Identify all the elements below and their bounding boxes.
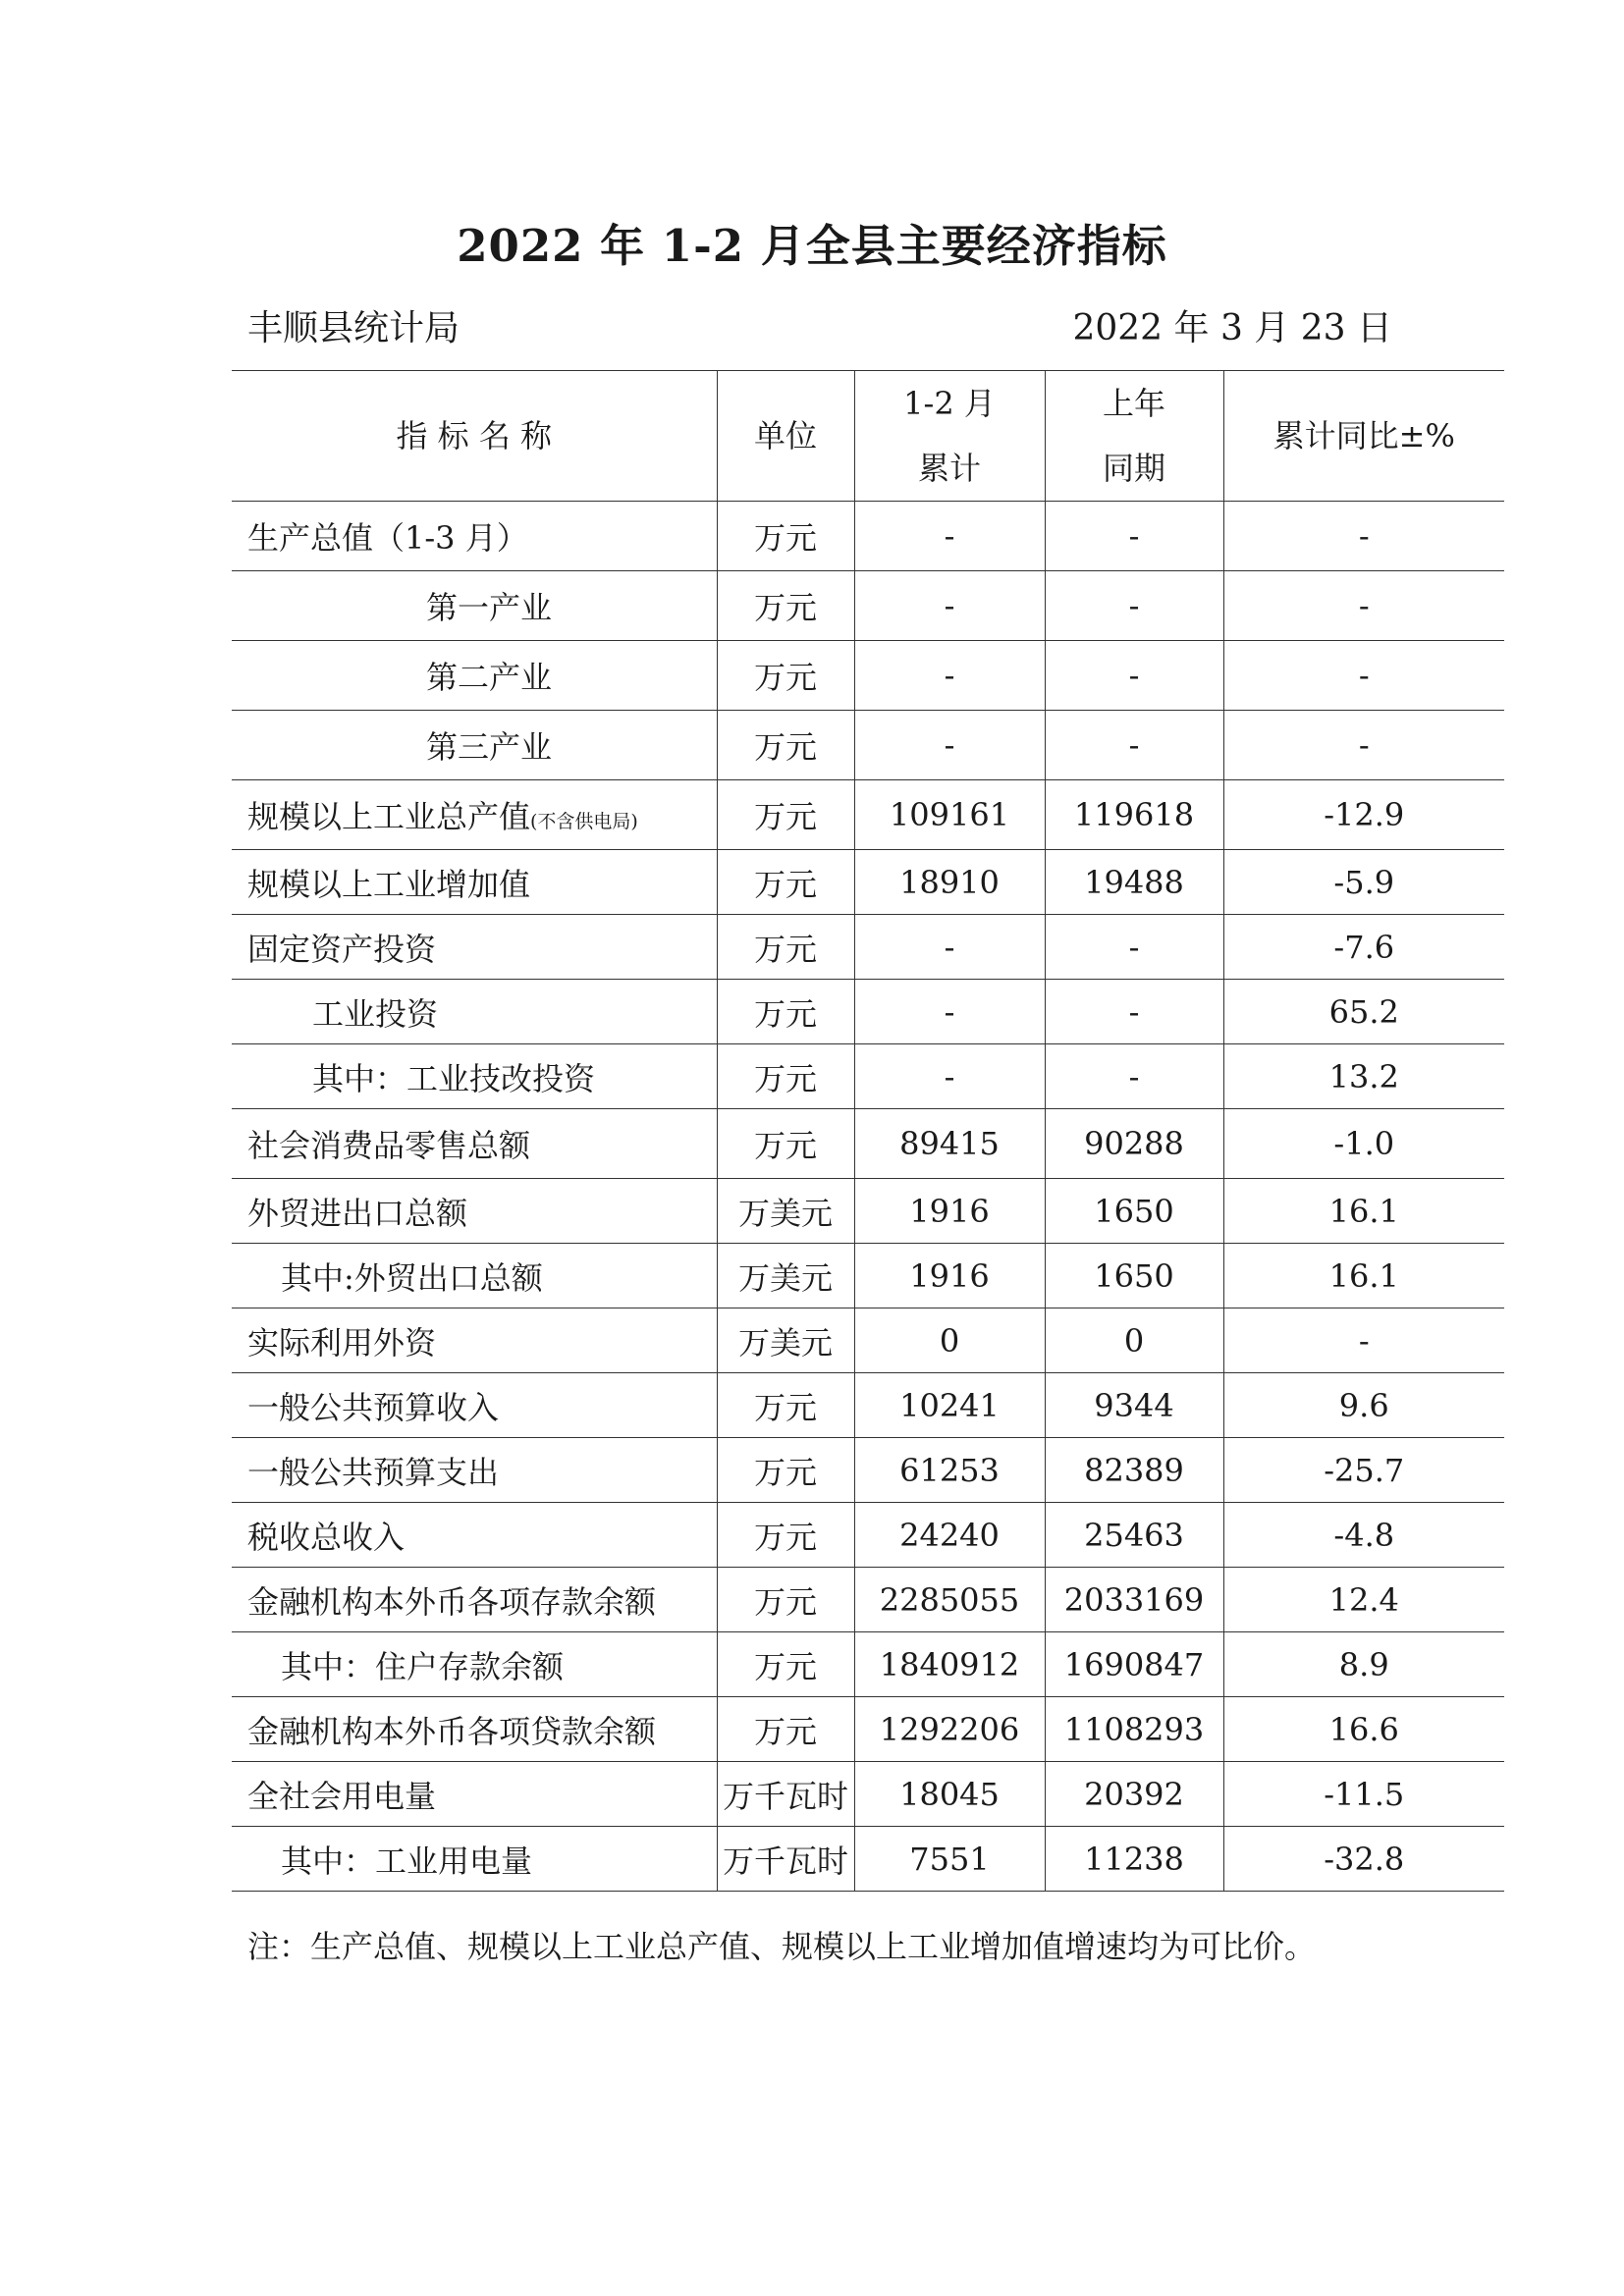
unit-cell: 万美元 (717, 1308, 854, 1373)
change-value: 16.1 (1223, 1179, 1504, 1244)
current-value: 7551 (854, 1827, 1045, 1892)
table-row (232, 1697, 1504, 1762)
indicator-name (232, 1697, 717, 1762)
indicator-name (232, 780, 717, 850)
previous-value: 11238 (1045, 1827, 1223, 1892)
indicator-name (232, 980, 717, 1044)
unit-cell: 万元 (717, 915, 854, 980)
table-row (232, 641, 1504, 711)
unit-cell: 万元 (717, 1438, 854, 1503)
indicator-name (232, 1044, 717, 1109)
indicator-label: 其中：工业技改投资 (312, 1059, 596, 1097)
issue-date: 2022 年 3 月 23 日 (1072, 308, 1392, 348)
table-row (232, 1044, 1504, 1109)
unit-cell: 万元 (717, 1697, 854, 1762)
table-row (232, 571, 1504, 641)
table-row (232, 1503, 1504, 1568)
current-value: 109161 (854, 780, 1045, 850)
header-name (232, 371, 717, 502)
indicator-label: 金融机构本外币各项存款余额 (247, 1582, 657, 1621)
indicator-name (232, 915, 717, 980)
indicator-name (232, 711, 717, 780)
change-value: - (1223, 502, 1504, 571)
previous-value: - (1045, 502, 1223, 571)
unit-cell: 万元 (717, 1632, 854, 1697)
current-value: - (854, 1044, 1045, 1109)
current-value: 10241 (854, 1373, 1045, 1438)
indicator-label: 外贸进出口总额 (247, 1194, 468, 1232)
indicator-note: (不含供电局) (530, 811, 638, 832)
page-title: 2022 年 1-2 月全县主要经济指标 (457, 220, 1167, 272)
header-change (1223, 371, 1504, 502)
current-value: 61253 (854, 1438, 1045, 1503)
unit-cell: 万美元 (717, 1244, 854, 1308)
change-value: 65.2 (1223, 980, 1504, 1044)
indicator-label: 实际利用外资 (247, 1323, 437, 1362)
indicator-name (232, 1373, 717, 1438)
current-value: - (854, 980, 1045, 1044)
previous-value: 19488 (1045, 850, 1223, 915)
previous-value: 0 (1045, 1308, 1223, 1373)
indicator-name (232, 1632, 717, 1697)
change-value: - (1223, 641, 1504, 711)
indicator-label: 一般公共预算支出 (247, 1453, 500, 1491)
issuing-org: 丰顺县统计局 (247, 308, 460, 348)
current-value: - (854, 915, 1045, 980)
unit-cell: 万元 (717, 711, 854, 780)
indicator-label: 第一产业 (426, 589, 553, 626)
previous-value: 25463 (1045, 1503, 1223, 1568)
header-current-line2: 累计 (917, 450, 981, 487)
unit-cell: 万元 (717, 850, 854, 915)
current-value: 1916 (854, 1179, 1045, 1244)
previous-value: 20392 (1045, 1762, 1223, 1827)
previous-value: - (1045, 571, 1223, 641)
change-value: -5.9 (1223, 850, 1504, 915)
header-current-line1: 1-2 月 (903, 385, 996, 422)
indicator-label: 一般公共预算收入 (247, 1388, 500, 1426)
current-value: - (854, 502, 1045, 571)
change-value: -11.5 (1223, 1762, 1504, 1827)
previous-value: 1108293 (1045, 1697, 1223, 1762)
indicator-label: 其中：工业用电量 (281, 1842, 533, 1880)
table-row (232, 711, 1504, 780)
table-row (232, 915, 1504, 980)
unit-cell: 万元 (717, 1109, 854, 1179)
footnote: 注：生产总值、规模以上工业总产值、规模以上工业增加值增速均为可比价。 (247, 1928, 1317, 1965)
unit-cell: 万元 (717, 980, 854, 1044)
header-previous-line2: 同期 (1102, 450, 1165, 487)
current-value: 2285055 (854, 1568, 1045, 1632)
indicator-name (232, 502, 717, 571)
previous-value: 119618 (1045, 780, 1223, 850)
table-row (232, 1373, 1504, 1438)
indicator-name (232, 1438, 717, 1503)
previous-value: 9344 (1045, 1373, 1223, 1438)
indicator-name (232, 1503, 717, 1568)
current-value: 24240 (854, 1503, 1045, 1568)
indicator-name (232, 1109, 717, 1179)
change-value: -25.7 (1223, 1438, 1504, 1503)
table-row (232, 1632, 1504, 1697)
unit-cell: 万元 (717, 1373, 854, 1438)
indicator-label: 第三产业 (426, 728, 553, 766)
unit-cell: 万美元 (717, 1179, 854, 1244)
indicator-label: 工业投资 (312, 994, 439, 1033)
header-change-label: 累计同比±% (1272, 417, 1455, 454)
indicator-label: 规模以上工业总产值 (247, 798, 531, 835)
previous-value: 2033169 (1045, 1568, 1223, 1632)
indicator-label: 社会消费品零售总额 (247, 1127, 531, 1164)
unit-cell: 万元 (717, 641, 854, 711)
indicator-name (232, 1762, 717, 1827)
change-value: 12.4 (1223, 1568, 1504, 1632)
indicator-table (232, 370, 1504, 1892)
table-row (232, 1179, 1504, 1244)
current-value: - (854, 571, 1045, 641)
table-row (232, 850, 1504, 915)
table-row (232, 1308, 1504, 1373)
current-value: 1916 (854, 1244, 1045, 1308)
table-row (232, 1244, 1504, 1308)
indicator-name (232, 1308, 717, 1373)
previous-value: 1690847 (1045, 1632, 1223, 1697)
previous-value: 1650 (1045, 1244, 1223, 1308)
previous-value: - (1045, 641, 1223, 711)
header-unit-label: 单位 (753, 417, 817, 454)
header-name-label: 指 标 名 称 (396, 417, 553, 454)
unit-cell: 万元 (717, 571, 854, 641)
indicator-name (232, 1244, 717, 1308)
change-value: -32.8 (1223, 1827, 1504, 1892)
change-value: -12.9 (1223, 780, 1504, 850)
indicator-label: 第二产业 (426, 659, 553, 696)
current-value: - (854, 641, 1045, 711)
unit-cell: 万元 (717, 502, 854, 571)
table-row (232, 780, 1504, 850)
current-value: 0 (854, 1308, 1045, 1373)
table-row (232, 502, 1504, 571)
indicator-label: 生产总值（1-3 月） (247, 519, 528, 557)
header-row (232, 371, 1504, 502)
unit-cell: 万元 (717, 780, 854, 850)
table-row (232, 1438, 1504, 1503)
change-value: - (1223, 1308, 1504, 1373)
current-value: 1292206 (854, 1697, 1045, 1762)
previous-value: - (1045, 711, 1223, 780)
current-value: 1840912 (854, 1632, 1045, 1697)
previous-value: 82389 (1045, 1438, 1223, 1503)
table-row (232, 1568, 1504, 1632)
current-value: 89415 (854, 1109, 1045, 1179)
change-value: -4.8 (1223, 1503, 1504, 1568)
unit-cell: 万元 (717, 1568, 854, 1632)
indicator-label: 规模以上工业增加值 (247, 865, 531, 903)
indicator-name (232, 1568, 717, 1632)
unit-cell: 万元 (717, 1503, 854, 1568)
change-value: - (1223, 711, 1504, 780)
header-unit (717, 371, 854, 502)
header-previous (1045, 371, 1223, 502)
previous-value: - (1045, 980, 1223, 1044)
header-current (854, 371, 1045, 502)
change-value: 16.6 (1223, 1697, 1504, 1762)
current-value: - (854, 711, 1045, 780)
unit-cell: 万千瓦时 (717, 1762, 854, 1827)
indicator-name (232, 1827, 717, 1892)
change-value: 13.2 (1223, 1044, 1504, 1109)
unit-cell: 万元 (717, 1044, 854, 1109)
table-row (232, 1827, 1504, 1892)
indicator-label: 其中：住户存款余额 (281, 1647, 565, 1685)
previous-value: - (1045, 1044, 1223, 1109)
header-previous-line1: 上年 (1102, 385, 1165, 422)
indicator-label: 金融机构本外币各项贷款余额 (247, 1712, 657, 1750)
indicator-name (232, 850, 717, 915)
change-value: -7.6 (1223, 915, 1504, 980)
indicator-label: 固定资产投资 (247, 930, 437, 968)
indicator-label: 全社会用电量 (247, 1777, 437, 1815)
previous-value: 1650 (1045, 1179, 1223, 1244)
table-row (232, 1109, 1504, 1179)
previous-value: - (1045, 915, 1223, 980)
current-value: 18045 (854, 1762, 1045, 1827)
indicator-name (232, 571, 717, 641)
change-value: 16.1 (1223, 1244, 1504, 1308)
table-row (232, 1762, 1504, 1827)
indicator-name (232, 1179, 717, 1244)
indicator-name (232, 641, 717, 711)
indicator-label: 其中:外贸出口总额 (281, 1258, 543, 1297)
previous-value: 90288 (1045, 1109, 1223, 1179)
change-value: 8.9 (1223, 1632, 1504, 1697)
unit-cell: 万千瓦时 (717, 1827, 854, 1892)
current-value: 18910 (854, 850, 1045, 915)
change-value: 9.6 (1223, 1373, 1504, 1438)
change-value: - (1223, 571, 1504, 641)
table-row (232, 980, 1504, 1044)
indicator-label: 税收总收入 (247, 1518, 406, 1556)
change-value: -1.0 (1223, 1109, 1504, 1179)
